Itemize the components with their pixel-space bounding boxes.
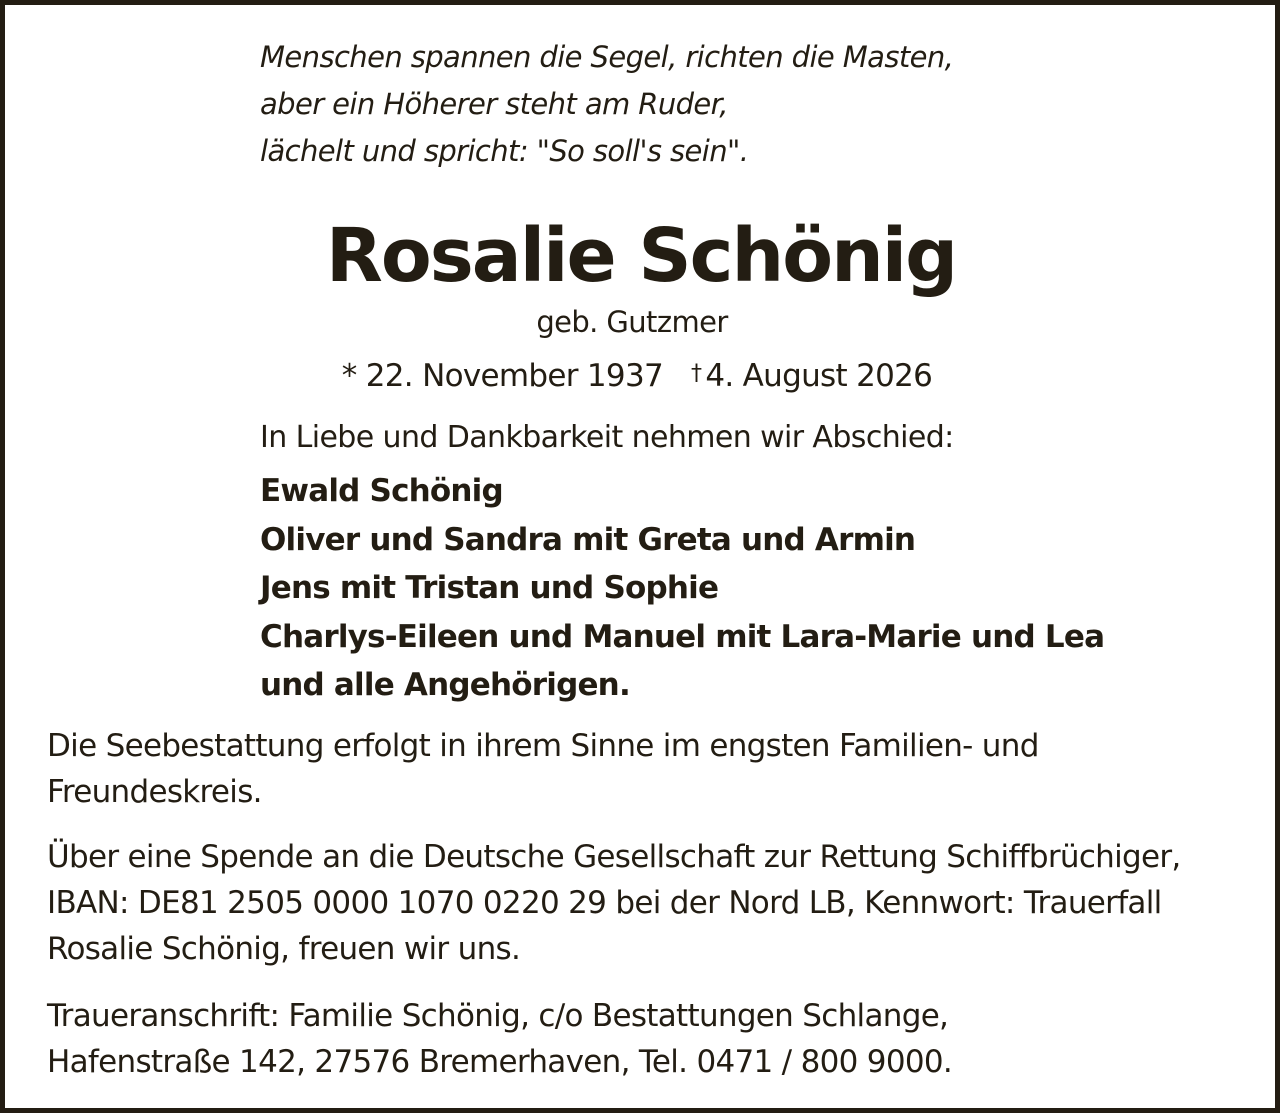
poem-line: aber ein Höherer steht am Ruder, xyxy=(260,87,728,121)
address-line: Hafenstraße 142, 27576 Bremerhaven, Tel. 0471 / 800 9000. xyxy=(47,1044,953,1080)
farewell-line: In Liebe und Dankbarkeit nehmen wir Abschied: xyxy=(260,420,954,455)
donation-notice xyxy=(47,834,1181,972)
mourning-address xyxy=(47,993,952,1085)
donation-line: Über eine Spende an die Deutsche Gesellschaft zur Rettung Schiffbrüchiger, xyxy=(47,839,1181,875)
burial-notice xyxy=(47,723,1039,815)
address-line: Traueranschrift: Familie Schönig, c/o Bestattungen Schlange, xyxy=(47,998,949,1034)
birth-name: geb. Gutzmer xyxy=(536,305,728,339)
dagger-symbol: † xyxy=(691,361,702,386)
life-dates xyxy=(0,353,1280,397)
deceased-name: Rosalie Schönig xyxy=(325,213,957,299)
mourner-line: Oliver und Sandra mit Greta und Armin xyxy=(260,521,916,558)
poem-line: Menschen spannen die Segel, richten die Masten, xyxy=(260,40,954,74)
mourner-line: Jens mit Tristan und Sophie xyxy=(260,570,719,606)
mourner-line: Ewald Schönig xyxy=(260,473,503,509)
mourner-line: und alle Angehörigen. xyxy=(260,667,630,703)
donation-line: Rosalie Schönig, freuen wir uns. xyxy=(47,931,521,967)
burial-line: Die Seebestattung erfolgt in ihrem Sinne im engsten Familien- und xyxy=(47,728,1039,764)
death-date: 4. August 2026 xyxy=(705,358,933,394)
donation-line: IBAN: DE81 2505 0000 1070 0220 29 bei der Nord LB, Kennwort: Trauerfall xyxy=(47,885,1162,921)
burial-line: Freundeskreis. xyxy=(47,774,262,810)
poem-line: lächelt und spricht: "So soll's sein". xyxy=(260,134,749,168)
mourners-list xyxy=(260,467,1104,710)
birth-date: * 22. November 1937 xyxy=(341,358,664,394)
poem xyxy=(260,34,953,175)
mourner-line: Charlys-Eileen und Manuel mit Lara-Marie und Lea xyxy=(260,618,1105,655)
